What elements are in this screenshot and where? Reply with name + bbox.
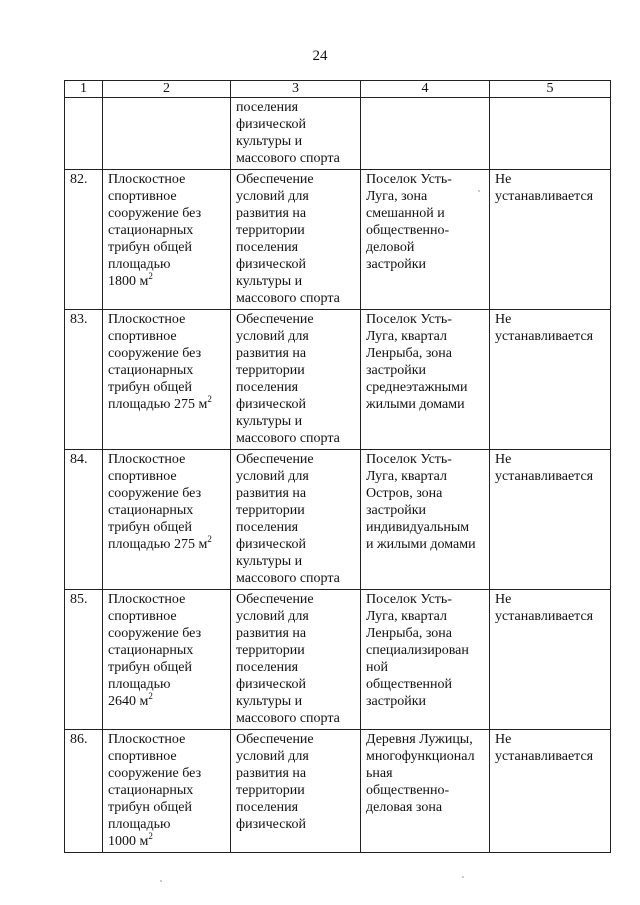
object-area xyxy=(108,691,153,709)
row-number: 82. xyxy=(65,170,103,310)
header-col-5: 5 xyxy=(490,81,611,98)
continuation-limit xyxy=(490,98,611,170)
continuation-num xyxy=(65,98,103,170)
purpose-cell: Обеспечение условий для развития на территории поселения физической культуры и массового спорта xyxy=(231,310,361,450)
row-number: 86. xyxy=(65,730,103,853)
scan-speck xyxy=(160,880,162,882)
area-unit-exponent: 2 xyxy=(148,831,153,841)
object-area xyxy=(108,394,212,412)
table-header xyxy=(65,81,611,98)
table-row xyxy=(65,730,611,853)
object-cell xyxy=(103,170,231,310)
object-area xyxy=(108,831,153,849)
table-row xyxy=(65,450,611,590)
table-row xyxy=(65,170,611,310)
limit-cell: Не устанавливается xyxy=(490,590,611,730)
location-cell: Деревня Лужицы, многофункционал ьная общественно- деловая зона xyxy=(361,730,490,853)
object-area xyxy=(108,534,212,552)
object-cell xyxy=(103,590,231,730)
page-number: 24 xyxy=(312,48,328,64)
area-unit-exponent: 2 xyxy=(148,271,153,281)
header-col-2: 2 xyxy=(103,81,231,98)
area-unit-exponent: 2 xyxy=(207,534,212,544)
object-description: Плоскостное спортивное сооружение без стационарных трибун общей площадью xyxy=(108,732,202,832)
row-number: 84. xyxy=(65,450,103,590)
header-col-3: 3 xyxy=(231,81,361,98)
table-body xyxy=(65,98,611,853)
limit-cell: Не устанавливается xyxy=(490,170,611,310)
purpose-cell: Обеспечение условий для развития на территории поселения физической культуры и массового спорта xyxy=(231,590,361,730)
facilities-table xyxy=(64,80,611,853)
location-cell: Поселок Усть- Луга, квартал Остров, зона застройки индивидуальным и жилыми домами xyxy=(361,450,490,590)
object-area-value: 2640 м xyxy=(108,694,149,709)
limit-cell: Не устанавливается xyxy=(490,450,611,590)
table-row xyxy=(65,310,611,450)
purpose-cell: Обеспечение условий для развития на территории поселения физической культуры и массового спорта xyxy=(231,450,361,590)
row-number: 85. xyxy=(65,590,103,730)
purpose-cell: Обеспечение условий для развития на территории поселения физической культуры и массового спорта xyxy=(231,170,361,310)
object-area-value: 1000 м xyxy=(108,834,149,849)
purpose-cell: Обеспечение условий для развития на территории поселения физической xyxy=(231,730,361,853)
scan-speck xyxy=(462,876,464,878)
scan-speck xyxy=(478,190,480,192)
continuation-purpose: поселения физической культуры и массового спорта xyxy=(231,98,361,170)
header-col-4: 4 xyxy=(361,81,490,98)
location-cell: Поселок Усть- Луга, зона смешанной и общественно- деловой застройки xyxy=(361,170,490,310)
header-row xyxy=(65,81,611,98)
table-row xyxy=(65,590,611,730)
area-unit-exponent: 2 xyxy=(148,691,153,701)
object-area-value: площадью 275 м xyxy=(108,537,208,552)
continuation-object xyxy=(103,98,231,170)
object-description: Плоскостное спортивное сооружение без стационарных трибун общей xyxy=(108,452,202,535)
object-area-value: площадью 275 м xyxy=(108,397,208,412)
area-unit-exponent: 2 xyxy=(207,394,212,404)
object-description: Плоскостное спортивное сооружение без стационарных трибун общей площадью xyxy=(108,592,202,692)
object-cell xyxy=(103,450,231,590)
limit-cell: Не устанавливается xyxy=(490,730,611,853)
object-description: Плоскостное спортивное сооружение без стационарных трибун общей площадью xyxy=(108,172,202,272)
header-col-1: 1 xyxy=(65,81,103,98)
object-description: Плоскостное спортивное сооружение без стационарных трибун общей xyxy=(108,312,202,395)
object-cell xyxy=(103,730,231,853)
location-cell: Поселок Усть- Луга, квартал Ленрыба, зона застройки среднеэтажными жилыми домами xyxy=(361,310,490,450)
object-area xyxy=(108,271,153,289)
object-cell xyxy=(103,310,231,450)
continuation-location xyxy=(361,98,490,170)
location-cell: Поселок Усть- Луга, квартал Ленрыба, зона специализирован ной общественной застройки xyxy=(361,590,490,730)
limit-cell: Не устанавливается xyxy=(490,310,611,450)
row-number: 83. xyxy=(65,310,103,450)
continuation-row xyxy=(65,98,611,170)
object-area-value: 1800 м xyxy=(108,274,149,289)
